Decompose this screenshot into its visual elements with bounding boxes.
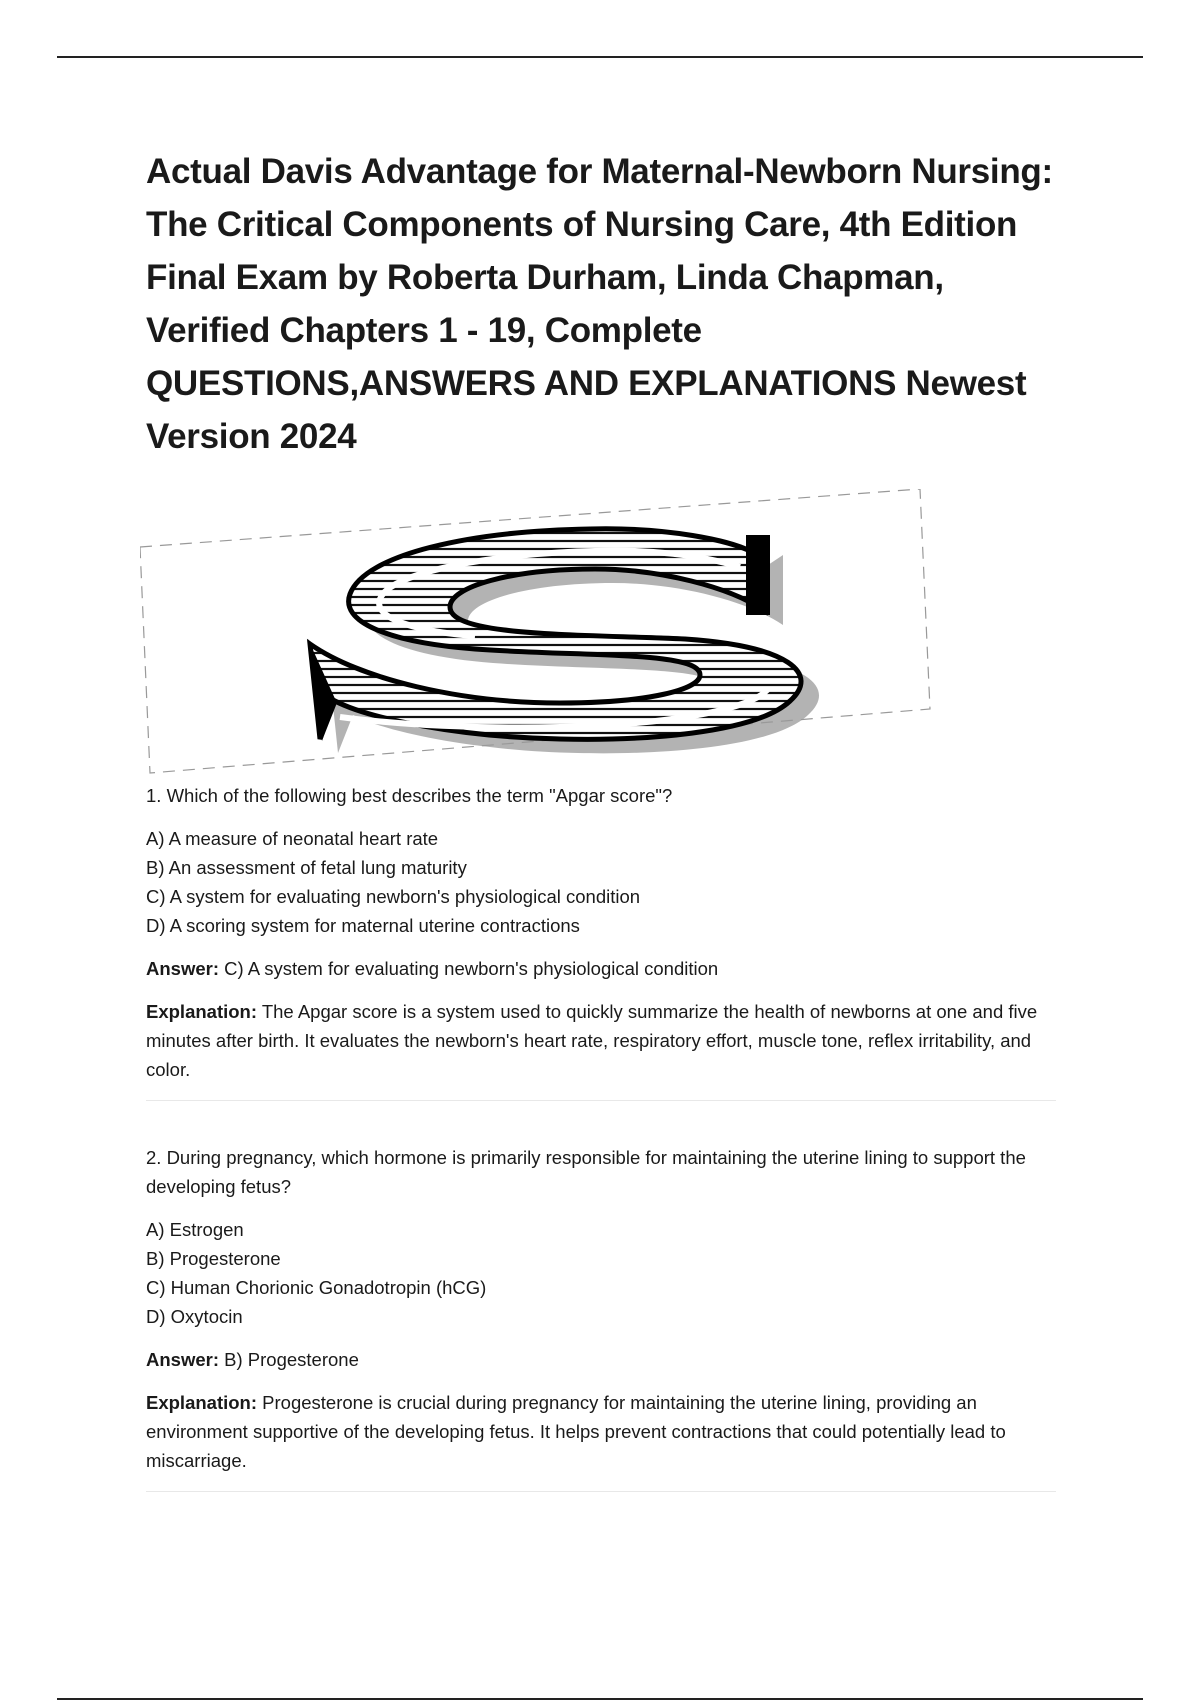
option-c: C) Human Chorionic Gonadotropin (hCG) — [146, 1277, 487, 1298]
question-separator — [146, 1100, 1056, 1101]
option-c: C) A system for evaluating newborn's physiological condition — [146, 886, 641, 907]
option-a: A) A measure of neonatal heart rate — [146, 828, 439, 849]
question-text: 1. Which of the following best describes the term "Apgar score"? — [146, 785, 673, 806]
question-separator — [146, 1491, 1056, 1492]
top-rule — [57, 56, 1143, 58]
option-d: D) A scoring system for maternal uterine contractions — [146, 915, 580, 936]
option-b: B) An assessment of fetal lung maturity — [146, 857, 467, 878]
document-body — [146, 145, 1056, 1534]
option-list — [146, 1215, 1056, 1331]
answer-label: Answer: — [146, 958, 219, 979]
logo-graphic — [140, 489, 940, 779]
explanation-text: The Apgar score is a system used to quickly summarize the health of newborns at one and five minutes after birth. It evaluates the newborn's heart rate, respiratory effort, muscle tone, reflex irritability, and color. — [146, 1001, 1038, 1080]
document-title: Actual Davis Advantage for Maternal-Newborn Nursing: The Critical Components of Nursing Care, 4th Edition Final Exam by Roberta Durham, Linda Chapman, Verified Chapters 1 - 19, Complete QUESTIONS,ANSWERS AND EXPLANATIONS Newest Version 2024 — [146, 152, 1053, 456]
option-b: B) Progesterone — [146, 1248, 281, 1269]
option-d: D) Oxytocin — [146, 1306, 243, 1327]
stylized-letter-s-logo-icon — [140, 489, 940, 779]
question-text: 2. During pregnancy, which hormone is primarily responsible for maintaining the uterine lining to support the developing fetus? — [146, 1147, 1026, 1197]
answer-line — [146, 954, 1056, 983]
answer-text: C) A system for evaluating newborn's physiological condition — [219, 958, 719, 979]
question-block-1 — [146, 781, 1056, 1101]
answer-line — [146, 1345, 1056, 1374]
option-list — [146, 824, 1056, 940]
answer-label: Answer: — [146, 1349, 219, 1370]
explanation-line — [146, 997, 1056, 1084]
question-block-2 — [146, 1143, 1056, 1492]
explanation-label: Explanation: — [146, 1001, 258, 1022]
explanation-text: Progesterone is crucial during pregnancy for maintaining the uterine lining, providing an environment supportive of the developing fetus. It helps prevent contractions that could potentially lead to miscarriage. — [146, 1392, 1006, 1471]
option-a: A) Estrogen — [146, 1219, 244, 1240]
explanation-line — [146, 1388, 1056, 1475]
explanation-label: Explanation: — [146, 1392, 258, 1413]
answer-text: B) Progesterone — [219, 1349, 359, 1370]
